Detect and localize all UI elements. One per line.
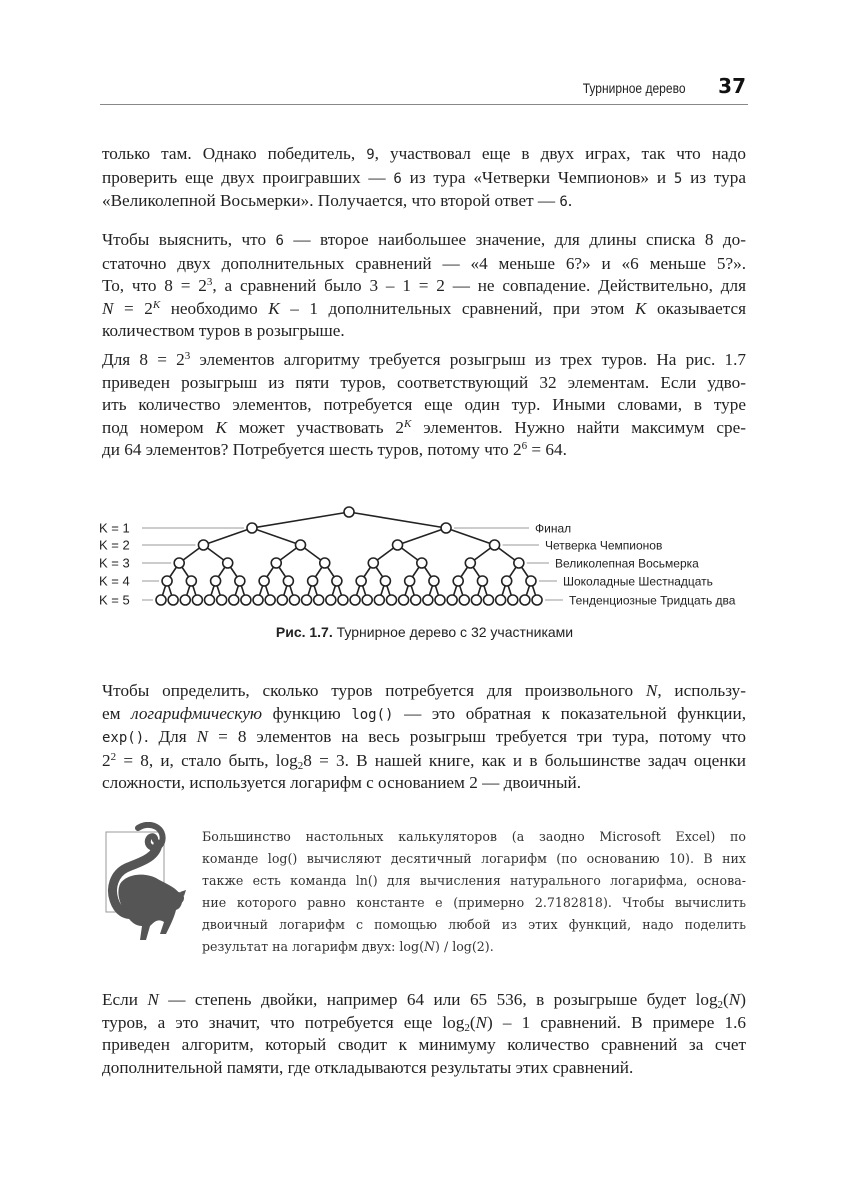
level-k-label: K = 5 <box>99 592 130 608</box>
page-header <box>100 72 748 105</box>
caption-label: Рис. 1.7. <box>275 624 333 640</box>
var: N <box>147 990 159 1009</box>
superscript: K <box>152 298 161 311</box>
code-value: 6 <box>393 170 402 187</box>
tree-node <box>368 558 378 568</box>
tree-node <box>283 576 293 586</box>
tree-node <box>386 595 396 605</box>
tree-node <box>156 595 166 605</box>
tree-node <box>217 595 227 605</box>
note-text: двоичный логарифм с помощью любой из этих функций, надо поделить <box>202 917 746 932</box>
tree-node <box>271 558 281 568</box>
text: количеством туров в розыгрыше. <box>102 321 345 341</box>
var: N <box>102 298 114 318</box>
note-text: также есть команда ln() для вычисления натурального логарифма, основа- <box>202 873 746 888</box>
superscript: 3 <box>184 350 191 362</box>
text: ) – 1 сравнений. В примере 1.6 <box>487 1012 746 1032</box>
tree-node <box>338 595 348 605</box>
text: 8 = 3. В нашей книге, как и в большинстве задач оценки <box>303 750 747 770</box>
tree-node <box>490 540 500 550</box>
tree-node <box>447 595 457 605</box>
text: – 1 дополнительных сравнений, при этом <box>279 298 635 318</box>
code-function: log() <box>351 706 394 723</box>
text: Чтобы выяснить, что <box>102 230 276 249</box>
level-k-label: K = 3 <box>99 555 130 571</box>
tree-node <box>417 558 427 568</box>
subscript: 2 <box>717 999 724 1011</box>
code-value: 6 <box>275 233 284 249</box>
tree-node <box>435 595 445 605</box>
tree-node <box>350 595 360 605</box>
tree-node <box>411 595 421 605</box>
text: может участвовать 2 <box>226 417 405 437</box>
tree-node <box>168 595 178 605</box>
tree-node <box>174 558 184 568</box>
emphasis: логарифмическую <box>131 703 263 723</box>
tree-node <box>429 576 439 586</box>
tree-node <box>223 558 233 568</box>
tree-node <box>180 595 190 605</box>
text: = 8 элементов на весь розыгрыш требуется три тура, потому что <box>208 727 747 747</box>
text: туров, а это значит, что потребуется еще log <box>102 1012 465 1032</box>
note-text: ние которого равно константе e (примерно 2.7182818). Чтобы вычислить <box>202 895 746 910</box>
round-name-label: Четверка Чемпионов <box>545 538 663 553</box>
text: под номером <box>102 417 216 437</box>
text: Чтобы определить, сколько туров потребуется для произвольного <box>102 681 646 700</box>
tree-node <box>405 576 415 586</box>
tree-node <box>277 595 287 605</box>
tree-node <box>253 595 263 605</box>
tree-node <box>295 540 305 550</box>
tree-edge <box>398 528 447 545</box>
var: N <box>196 727 209 747</box>
var: K <box>215 417 227 437</box>
tree-edge <box>349 512 446 528</box>
tree-edge <box>446 528 495 545</box>
tree-node <box>520 595 530 605</box>
text: ( <box>723 990 729 1009</box>
running-title: Турнирное дерево <box>583 80 686 96</box>
round-name-label: Шоколадные Шестнадцать <box>563 574 713 589</box>
text: только там. Однако победитель, <box>102 144 367 163</box>
tree-node <box>308 576 318 586</box>
text: оказывается <box>646 298 746 318</box>
text: , участвовал еще в двух играх, так что надо <box>374 144 746 163</box>
code-function: exp() <box>102 730 145 747</box>
text: , использу- <box>657 681 746 700</box>
tree-node <box>247 523 257 533</box>
code-value: 6 <box>559 194 568 211</box>
tree-node <box>229 595 239 605</box>
text: ди 64 элементов? Потребуется шесть туров, потому что 2 <box>102 440 522 460</box>
text: проверить еще двух проигравших — <box>102 167 394 187</box>
code-value: 5 <box>673 170 683 187</box>
tree-node <box>192 595 202 605</box>
note-text: команде log() вычисляют десятичный логарифм (по основанию 10). В них <box>202 851 746 866</box>
tournament-tree-diagram <box>95 500 755 615</box>
superscript: 2 <box>110 750 117 763</box>
tree-node <box>198 540 208 550</box>
tree-edge <box>252 512 349 528</box>
text: = 2 <box>113 298 153 318</box>
text: необходимо <box>160 298 269 318</box>
tree-node <box>459 595 469 605</box>
tree-node <box>186 576 196 586</box>
paragraph-4 <box>102 680 746 795</box>
round-name-label: Тенденциозные Тридцать два <box>569 593 736 608</box>
superscript: K <box>404 417 412 430</box>
note-text: ) / log(2). <box>435 939 494 954</box>
tree-node <box>532 595 542 605</box>
superscript: 3 <box>206 276 213 289</box>
tree-node <box>265 595 275 605</box>
level-k-label: K = 4 <box>99 573 130 589</box>
tree-node <box>289 595 299 605</box>
text: Для 8 = 2 <box>102 350 185 369</box>
tree-node <box>496 595 506 605</box>
tree-node <box>441 523 451 533</box>
tree-node <box>326 595 336 605</box>
tree-node <box>508 595 518 605</box>
tree-node <box>235 576 245 586</box>
text: — второе наибольшее значение, для длины списка 8 до- <box>283 230 746 249</box>
level-k-label: K = 2 <box>99 537 130 553</box>
caption-text: Турнирное дерево с 32 участниками <box>332 624 574 640</box>
tree-node <box>484 595 494 605</box>
tree-node <box>399 595 409 605</box>
text: . <box>567 191 573 211</box>
text: дополнительной памяти, где откладываются результаты этих сравнений. <box>102 1057 634 1077</box>
text: — степень двойки, например 64 или 65 536, в розыгрыше будет log <box>158 990 718 1009</box>
var: N <box>424 939 436 954</box>
tree-node <box>162 576 172 586</box>
tree-node <box>526 576 536 586</box>
text: из тура «Четверки Чемпионов» и <box>401 167 674 187</box>
level-k-label: K = 1 <box>99 520 130 536</box>
text: То, что 8 = 2 <box>102 276 207 296</box>
page-number: 37 <box>718 74 746 98</box>
tree-node <box>302 595 312 605</box>
tree-node <box>211 576 221 586</box>
text: ем <box>102 703 132 723</box>
text: сложности, используется логарифм с основанием 2 — двоичный. <box>102 773 582 793</box>
superscript: 6 <box>521 440 528 453</box>
text: , а сравнений было 3 – 1 = 2 — не совпадение. Действительно, для <box>212 276 746 296</box>
tree-node <box>314 595 324 605</box>
subscript: 2 <box>464 1021 470 1034</box>
text: = 8, и, стало быть, log <box>116 750 298 770</box>
paragraph-3 <box>102 349 746 462</box>
tree-node <box>344 507 354 517</box>
note-text: результат на логарифм двух: log( <box>202 939 424 954</box>
tree-node <box>453 576 463 586</box>
code-value: 9 <box>366 147 375 163</box>
text: элементов. Нужно найти максимум сре- <box>411 417 747 437</box>
tree-node <box>241 595 251 605</box>
lemur-icon <box>100 822 188 950</box>
tree-node <box>374 595 384 605</box>
tree-node <box>514 558 524 568</box>
var: K <box>268 298 280 318</box>
text: приведен розыгрыш из пяти туров, соответствующий 32 элементам. Если удво- <box>102 372 746 392</box>
tree-node <box>332 576 342 586</box>
text: ить количество элементов, потребуется еще один тур. Иными словами, в туре <box>102 395 746 415</box>
text: — это обратная к показательной функции, <box>393 703 746 723</box>
tree-edge <box>252 528 301 545</box>
tree-node <box>477 576 487 586</box>
tree-node <box>465 558 475 568</box>
text: «Великолепной Восьмерки». Получается, что второй ответ — <box>102 191 560 211</box>
round-name-label: Финал <box>535 521 572 536</box>
tip-note <box>202 826 746 958</box>
note-text: Большинство настольных калькуляторов (а заодно Microsoft Excel) по <box>202 829 746 844</box>
paragraph-2 <box>102 229 746 343</box>
tournament-tree-figure <box>95 500 755 615</box>
text: 2 <box>102 750 111 770</box>
text: ) <box>740 990 746 1009</box>
paragraph-1 <box>102 143 746 214</box>
figure-caption <box>0 624 849 640</box>
tree-node <box>205 595 215 605</box>
tree-node <box>423 595 433 605</box>
tree-node <box>320 558 330 568</box>
tree-node <box>502 576 512 586</box>
var: N <box>475 1012 488 1032</box>
text: приведен алгоритм, который сводит к минимуму количество сравнений за счет <box>102 1035 746 1055</box>
tree-node <box>259 576 269 586</box>
tree-node <box>356 576 366 586</box>
round-name-label: Великолепная Восьмерка <box>555 556 699 571</box>
text: = 64. <box>527 440 567 460</box>
text: статочно двух дополнительных сравнений — «4 меньше 6?» и «6 меньше 5?». <box>102 253 746 273</box>
text: ( <box>469 1012 476 1032</box>
var: K <box>634 298 647 318</box>
text: из тура <box>682 167 746 187</box>
text: элементов алгоритму требуется розыгрыш из трех туров. На рис. 1.7 <box>190 350 746 369</box>
tree-node <box>362 595 372 605</box>
paragraph-5 <box>102 989 746 1079</box>
tree-edge <box>203 528 252 545</box>
text: функцию <box>262 703 352 723</box>
tree-node <box>471 595 481 605</box>
tree-node <box>393 540 403 550</box>
var: N <box>645 681 658 700</box>
text: . Для <box>144 727 197 747</box>
var: N <box>728 990 741 1009</box>
text: Если <box>102 990 148 1009</box>
subscript: 2 <box>297 759 304 772</box>
tree-node <box>380 576 390 586</box>
